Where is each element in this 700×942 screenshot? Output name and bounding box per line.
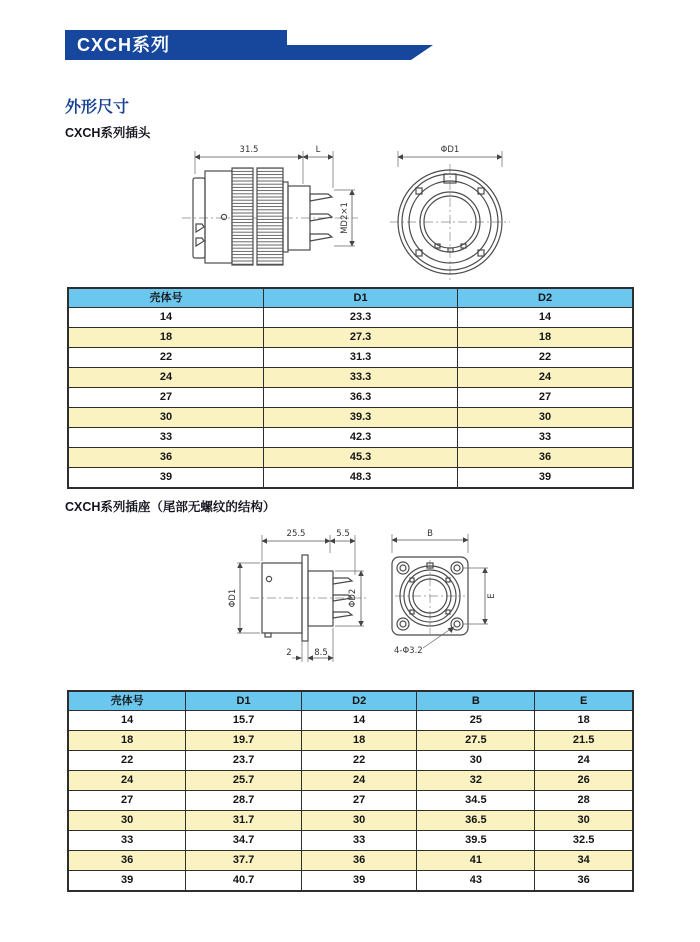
table-cell: 30 [68,811,186,831]
table-cell: 24 [68,771,186,791]
column-header: D1 [186,691,302,711]
table-row [68,408,633,428]
table-cell: 33 [68,428,264,448]
table-row [68,448,633,468]
table-cell: 28 [535,791,633,811]
table-cell: 37.7 [186,851,302,871]
column-header: B [417,691,535,711]
table-cell: 34 [535,851,633,871]
table-cell: 33 [68,831,186,851]
table-cell: 33.3 [264,368,458,388]
table-cell: 19.7 [186,731,302,751]
socket-dimension-table [67,690,634,892]
table-cell: 45.3 [264,448,458,468]
table-cell: 22 [458,348,633,368]
socket-dim-body-diameter: ΦD1 [228,588,238,608]
table-cell: 36 [68,448,264,468]
plug-dim-thread: MD2×1 [340,202,350,234]
table-cell: 27 [68,388,264,408]
socket-dim-shell-length: 8.5 [314,648,328,658]
table-cell: 27 [301,791,417,811]
table-row [68,388,633,408]
table-cell: 22 [68,751,186,771]
socket-dim-flange-width: B [427,529,433,539]
socket-dim-flange-thickness: 2 [286,648,292,658]
table-cell: 39.3 [264,408,458,428]
column-header: D2 [301,691,417,711]
table-cell: 39 [301,871,417,892]
column-header: 壳体号 [68,288,264,308]
column-header: D1 [264,288,458,308]
table-cell: 24 [458,368,633,388]
table-row [68,871,633,892]
column-header: 壳体号 [68,691,186,711]
table-cell: 39.5 [417,831,535,851]
table-cell: 36 [301,851,417,871]
socket-dim-shell-diameter: ΦD2 [348,588,358,608]
table-cell: 26 [535,771,633,791]
table-cell: 24 [68,368,264,388]
socket-drawing [195,522,525,677]
plug-dimension-table [67,287,634,489]
table-cell: 40.7 [186,871,302,892]
table-cell: 30 [301,811,417,831]
table-row [68,328,633,348]
table-cell: 14 [458,308,633,328]
table-cell: 36.3 [264,388,458,408]
table-cell: 28.7 [186,791,302,811]
plug-dim-tail-length: L [315,145,321,155]
table-cell: 39 [68,468,264,489]
table-cell: 33 [458,428,633,448]
table-cell: 36 [535,871,633,892]
table-cell: 30 [68,408,264,428]
table-row [68,751,633,771]
table-cell: 27.5 [417,731,535,751]
table-cell: 27.3 [264,328,458,348]
table-cell: 33 [301,831,417,851]
table-cell: 21.5 [535,731,633,751]
table-cell: 24 [535,751,633,771]
socket-caption: CXCH系列插座（尾部无螺纹的结构） [65,500,276,514]
table-cell: 18 [535,711,633,731]
socket-dim-hole-spacing: E [487,593,497,599]
table-cell: 14 [301,711,417,731]
table-row [68,308,633,328]
page-banner-ribbon [287,45,433,60]
table-cell: 48.3 [264,468,458,489]
table-row [68,368,633,388]
table-cell: 23.7 [186,751,302,771]
table-cell: 18 [301,731,417,751]
table-row [68,348,633,368]
plug-front-view [390,145,510,281]
table-cell: 27 [458,388,633,408]
page-banner [65,30,287,60]
section-title: 外形尺寸 [65,99,130,116]
column-header: E [535,691,633,711]
table-cell: 18 [68,731,186,751]
plug-caption: CXCH系列插头 [65,126,151,140]
table-cell: 36 [68,851,186,871]
table-row [68,468,633,489]
table-cell: 32.5 [535,831,633,851]
table-cell: 25 [417,711,535,731]
table-cell: 22 [68,348,264,368]
column-header: D2 [458,288,633,308]
table-header-row [68,288,633,308]
plug-side-view [182,145,358,265]
table-cell: 30 [535,811,633,831]
table-row [68,428,633,448]
plug-dim-front-diameter: ΦD1 [440,145,460,155]
table-cell: 18 [68,328,264,348]
plug-drawing [160,138,510,288]
table-row [68,731,633,751]
table-cell: 14 [68,308,264,328]
table-cell: 24 [301,771,417,791]
table-cell: 36 [458,448,633,468]
table-row [68,771,633,791]
table-cell: 31.3 [264,348,458,368]
table-cell: 39 [68,871,186,892]
socket-dim-tail-length: 5.5 [336,529,350,539]
table-cell: 31.7 [186,811,302,831]
table-cell: 32 [417,771,535,791]
table-header-row [68,691,633,711]
table-row [68,811,633,831]
table-cell: 34.5 [417,791,535,811]
table-cell: 27 [68,791,186,811]
table-row [68,851,633,871]
table-cell: 18 [458,328,633,348]
table-cell: 22 [301,751,417,771]
table-cell: 25.7 [186,771,302,791]
table-cell: 43 [417,871,535,892]
plug-dim-overall-length: 31.5 [239,145,259,155]
socket-front-view [392,529,497,656]
table-cell: 34.7 [186,831,302,851]
page-banner-title: CXCH系列 [77,35,171,55]
table-cell: 39 [458,468,633,489]
table-cell: 23.3 [264,308,458,328]
table-cell: 15.7 [186,711,302,731]
socket-dim-body-length: 25.5 [286,529,306,539]
table-cell: 36.5 [417,811,535,831]
table-cell: 14 [68,711,186,731]
table-cell: 41 [417,851,535,871]
table-cell: 30 [458,408,633,428]
table-row [68,711,633,731]
table-row [68,791,633,811]
socket-dim-mounting-holes: 4-Φ3.2 [394,646,423,656]
table-cell: 42.3 [264,428,458,448]
socket-side-view [228,529,369,662]
table-row [68,831,633,851]
table-cell: 30 [417,751,535,771]
